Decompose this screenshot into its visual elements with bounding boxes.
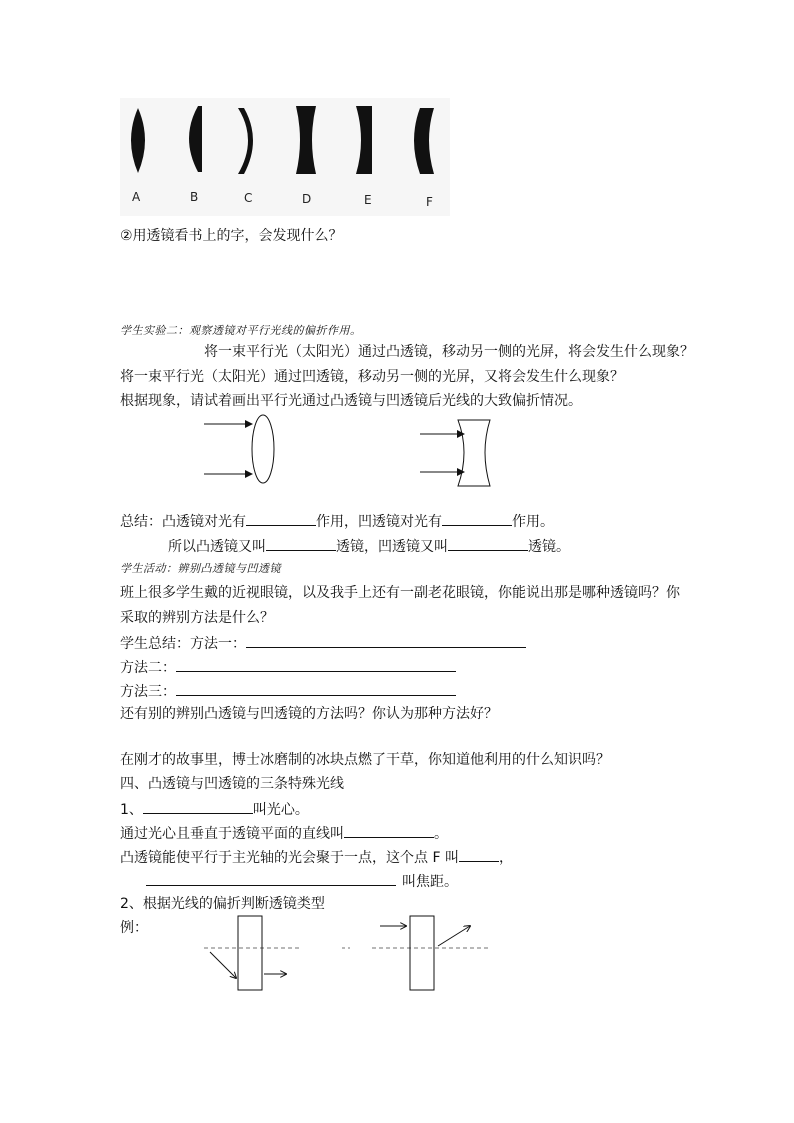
item-2-end: 。 [434,826,448,842]
lens-shapes-svg [120,98,450,218]
item-4-suffix: 叫焦距。 [402,874,458,890]
parallel-light-diagram [200,412,520,492]
blank-focus[interactable] [459,846,499,862]
summary-text-5: 透镜，凹透镜又叫 [336,539,448,555]
lens-label-d: D [302,192,312,206]
item-1-line [120,798,309,820]
item-3-end: ， [498,850,513,866]
example-ray-right-out [438,926,470,946]
lens-label-c: C [244,191,253,205]
blank-convex-effect[interactable] [246,510,316,526]
summary-text-3: 作用。 [512,514,554,530]
lens-label-e: E [364,193,372,207]
section-4-heading: 四、凸透镜与凹透镜的三条特殊光线 [120,776,344,792]
example-diagram [200,912,500,992]
experiment-2-line-2: 将一束平行光（太阳光）通过凹透镜，移动另一侧的光屏，又将会发生什么现象？ [120,369,624,385]
summary-line-2 [168,535,570,557]
blank-focal-length[interactable] [146,870,396,886]
activity-title: 学生活动：辨别凸透镜与凹透镜 [120,562,281,575]
example-ray-left-in [210,952,236,978]
method-3-label: 方法三： [120,684,176,700]
item-3-text: 凸透镜能使平行于主光轴的光会聚于一点，这个点 F 叫 [120,850,459,866]
lens-box-left [238,916,262,990]
activity-paragraph-2: 采取的辨别方法是什么？ [120,610,274,626]
item-5-heading: 2、根据光线的偏折判断透镜类型 [120,896,325,912]
summary-text-6: 透镜。 [528,539,570,555]
summary-line-1 [120,510,554,532]
activity-paragraph-1: 班上很多学生戴的近视眼镜，以及我手上还有一副老花眼镜，你能说出那是哪种透镜吗？你 [120,585,680,601]
item-2-text: 通过光心且垂直于透镜平面的直线叫 [120,826,344,842]
method-2-label: 方法二： [120,660,176,676]
lens-label-f: F [426,195,433,209]
experiment-2-line-3: 根据现象，请试着画出平行光通过凸透镜与凹透镜后光线的大致偏折情况。 [120,393,582,409]
lens-box-right [410,916,434,990]
summary-text-1: 总结：凸透镜对光有 [120,514,246,530]
lens-label-b: B [190,190,199,204]
activity-question: 还有别的辨别凸透镜与凹透镜的方法吗？你认为那种方法好？ [120,706,498,722]
item-3-line [120,846,513,868]
blank-method-1[interactable] [246,632,526,648]
experiment-2-title: 学生实验二：观察透镜对平行光线的偏折作用。 [120,324,362,337]
blank-optical-center[interactable] [143,798,253,814]
summary-text-4: 所以凸透镜又叫 [168,539,266,555]
blank-principal-axis[interactable] [344,822,434,838]
method-3-line [120,680,456,702]
experiment-2-line-1: 将一束平行光（太阳光）通过凸透镜，移动另一侧的光屏，将会发生什么现象？ [204,344,694,360]
method-2-line [120,656,456,678]
blank-concave-effect[interactable] [442,510,512,526]
story-question: 在刚才的故事里，博士冰磨制的冰块点燃了干草，你知道他利用的什么知识吗？ [120,752,610,768]
example-label: 例： [120,920,148,936]
method-1-line [120,632,526,654]
question-2: ②用透镜看书上的字，会发现什么？ [120,228,343,244]
item-2-line [120,822,448,844]
blank-concave-name[interactable] [448,535,528,551]
concave-lens-outline [458,420,490,486]
item-1-prefix: 1、 [120,802,143,818]
blank-method-3[interactable] [176,680,456,696]
blank-method-2[interactable] [176,656,456,672]
item-1-suffix: 叫光心。 [252,802,309,818]
blank-convex-name[interactable] [266,535,336,551]
summary-text-2: 作用，凹透镜对光有 [316,514,442,530]
lens-label-a: A [132,190,141,204]
method-1-label: 学生总结：方法一： [120,636,246,652]
convex-lens-outline [252,415,274,483]
item-4-line [146,870,458,892]
